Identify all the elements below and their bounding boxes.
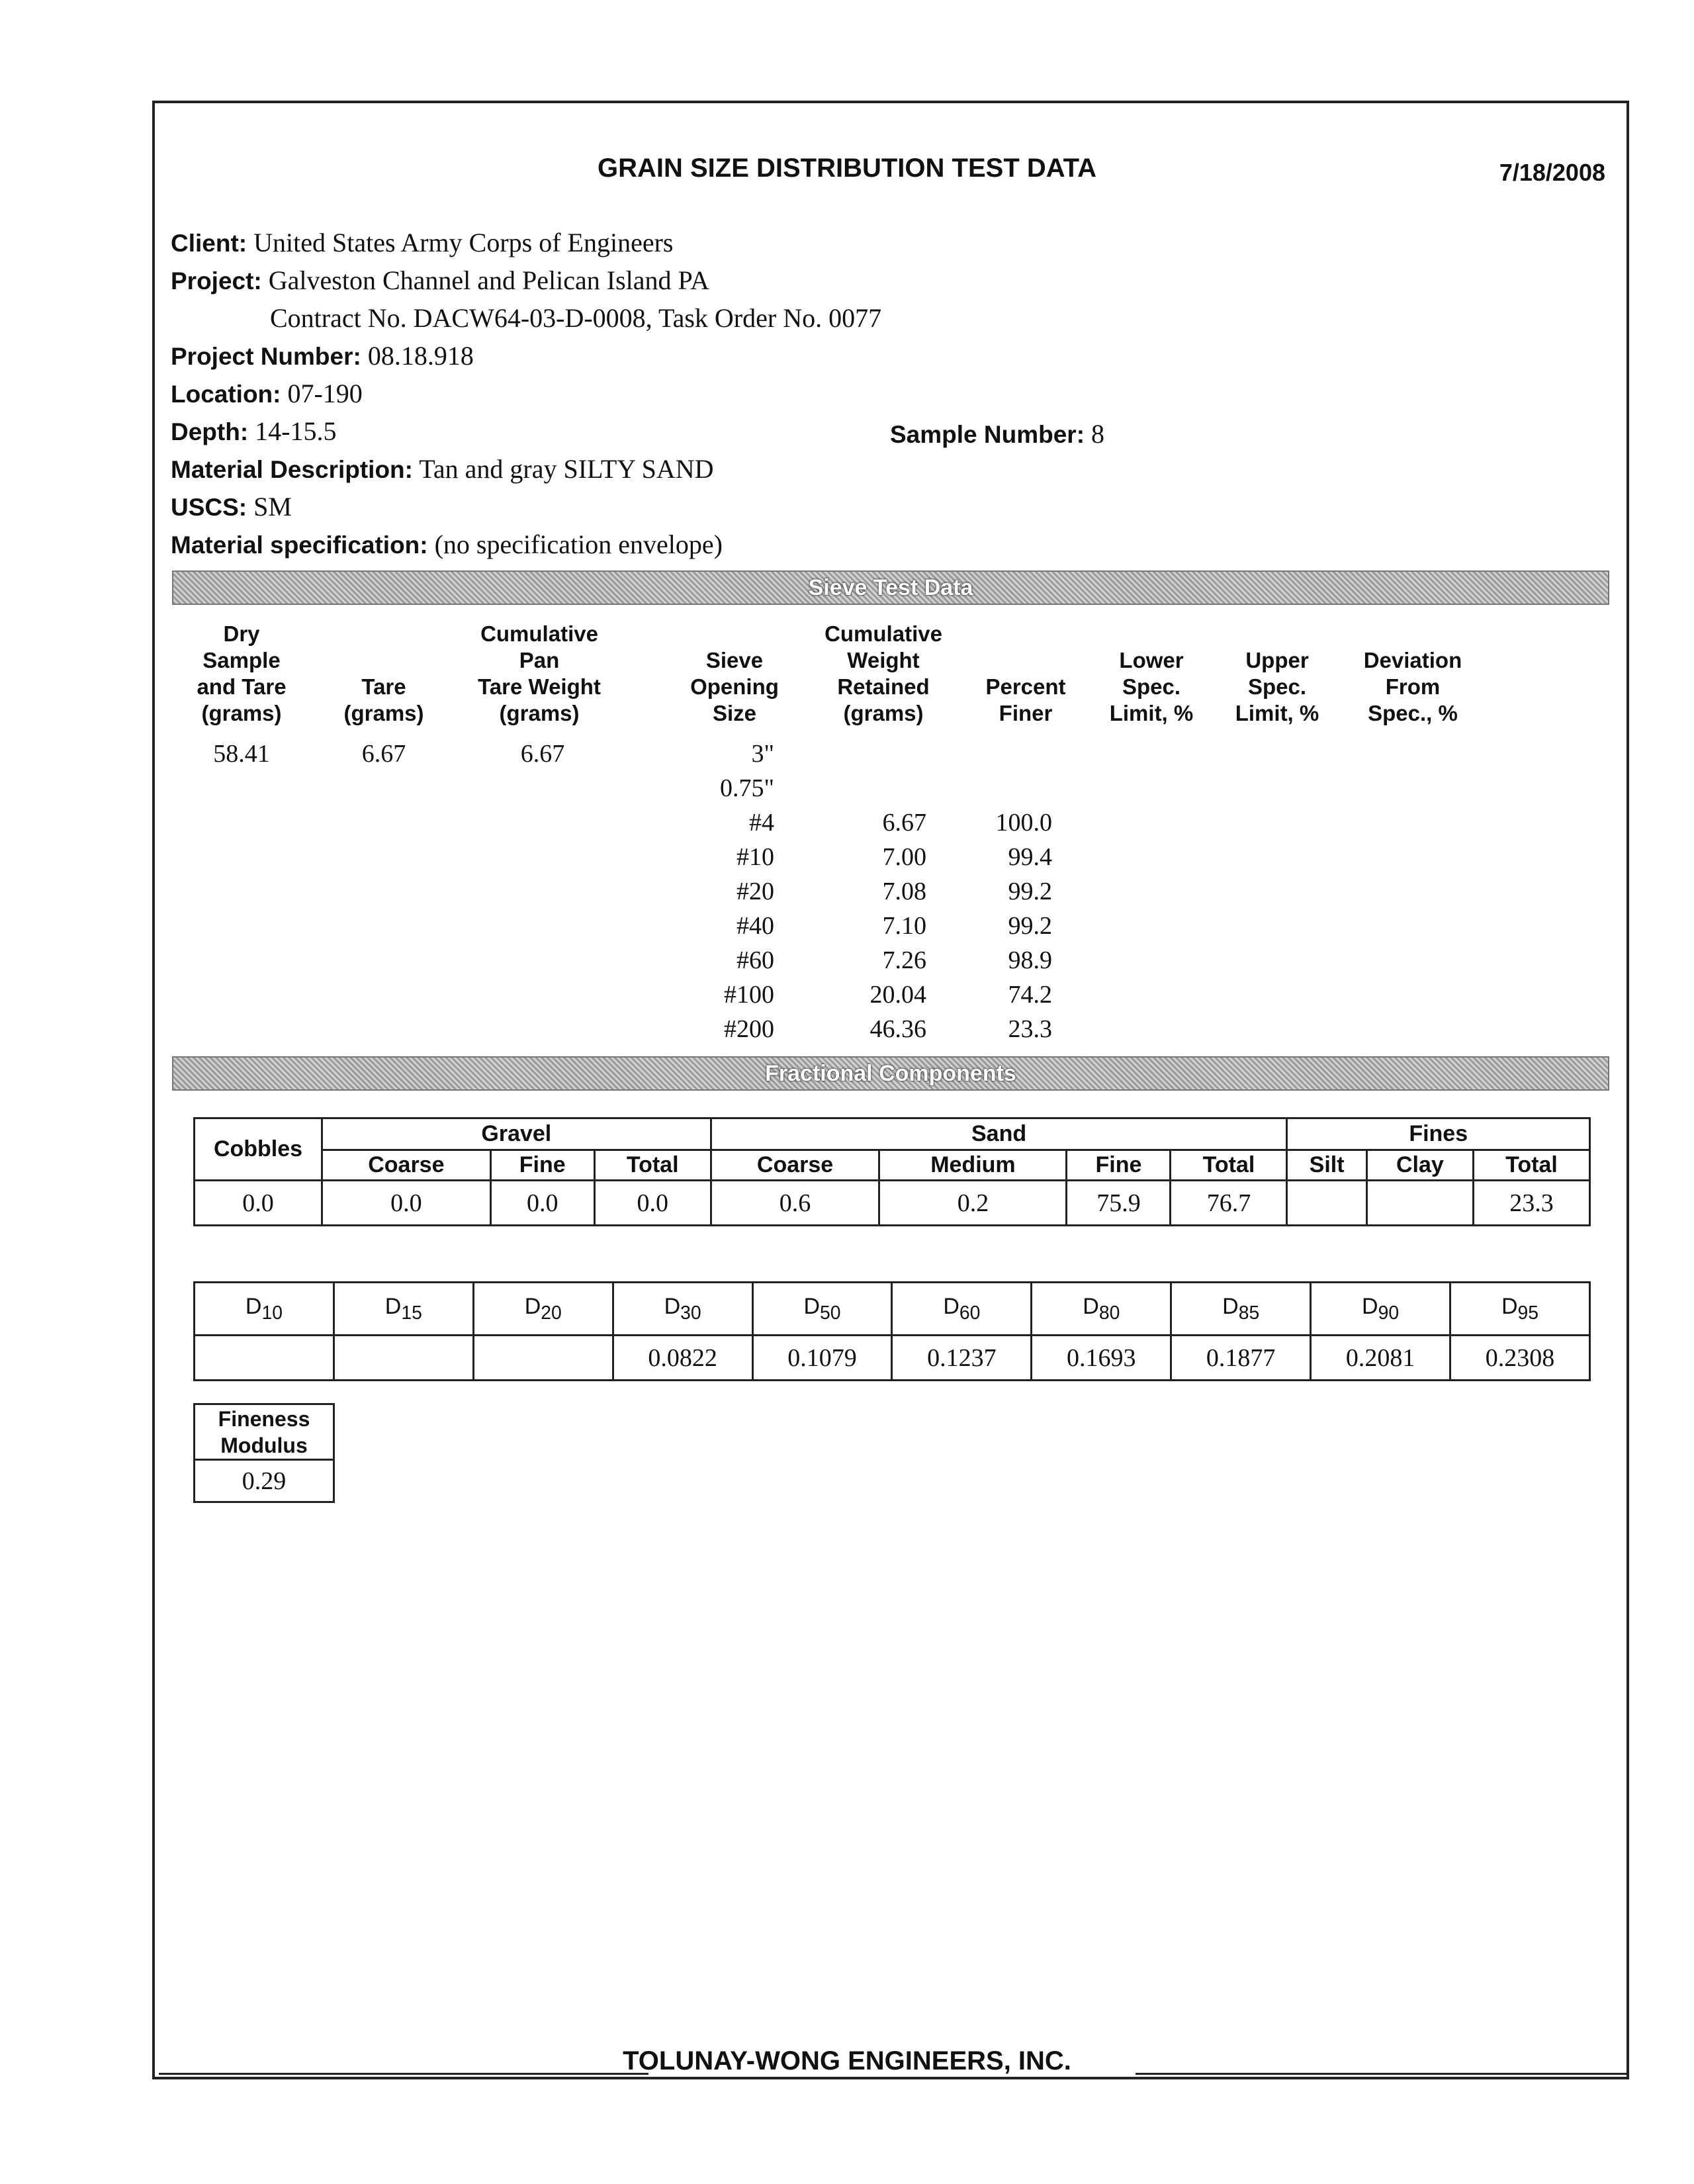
cumulative-retained: 20.04 [869,981,926,1009]
fines-silt-value [1287,1181,1366,1226]
sieve-size: #100 [724,981,774,1009]
sand-medium-header: Medium [879,1150,1067,1181]
project-number-line [171,340,474,371]
d15-value [334,1336,473,1381]
d15-header: $D_{15}$ [334,1283,473,1336]
cumulative-retained: 46.36 [869,1015,926,1043]
fractional-components-title: Fractional Components [765,1061,1016,1086]
fines-clay-value [1366,1181,1473,1226]
header-line: (grams) [343,701,424,725]
deviation-header [1350,647,1476,727]
header-line: Sieve [705,648,764,672]
sieve-size: 3" [751,740,774,768]
fines-total-value: 23.3 [1473,1181,1589,1226]
header-line: Finer [999,701,1053,725]
percent-finer: 99.4 [1008,843,1052,871]
cumulative-retained: 7.00 [882,843,926,871]
client-value: United States Army Corps of Engineers [253,228,674,257]
percent-finer: 100.0 [995,809,1052,837]
header-line: Sample [202,648,281,672]
header-line: Weight [847,648,920,672]
sieve-test-data-band [172,570,1609,605]
sample-number-line [890,418,1104,449]
report-date: 7/18/2008 [1499,159,1605,186]
header-line: Limit, % [1235,701,1319,725]
header-line: Opening [690,674,779,699]
header-line: (grams) [201,701,282,725]
pan-tare-header [463,621,615,727]
sieve-size: 0.75" [719,774,774,802]
client-label: Client: [171,230,247,257]
d85-value: 0.1877 [1171,1336,1311,1381]
sample-number-label: Sample Number: [890,421,1085,448]
client-line [171,227,673,258]
modulus-label-line: Modulus [220,1433,308,1457]
company-name: TOLUNAY-WONG ENGINEERS, INC. [623,2046,1071,2075]
d80-value: 0.1693 [1032,1336,1171,1381]
depth-label: Depth: [171,418,249,445]
cumulative-retained-header [814,621,953,727]
location-line [171,378,363,409]
project-line [171,265,709,296]
header-line: Tare Weight [478,674,601,699]
percent-finer: 74.2 [1008,981,1052,1009]
sieve-opening-header [682,647,787,727]
uscs-value: SM [253,492,292,522]
tare-header [337,674,430,727]
sand-coarse-header: Coarse [711,1150,879,1181]
fractional-components-table [193,1117,1591,1226]
header-line: Upper [1245,648,1309,672]
sieve-size: #4 [749,809,774,837]
d10-value [195,1336,334,1381]
header-line: Size [712,701,757,725]
location-value: 07-190 [287,379,363,408]
gravel-total-value: 0.0 [594,1181,711,1226]
depth-line [171,416,336,447]
d50-header: $D_{50}$ [752,1283,892,1336]
percent-finer-header [973,674,1079,727]
d30-value: 0.0822 [613,1336,752,1381]
header-line: Deviation [1363,648,1462,672]
cobbles-value: 0.0 [195,1181,322,1226]
uscs-label: USCS: [171,494,247,521]
sand-coarse-value: 0.6 [711,1181,879,1226]
d60-value: 0.1237 [892,1336,1032,1381]
d80-header: $D_{80}$ [1032,1283,1171,1336]
material-description-line [171,453,714,484]
uscs-line [171,491,292,522]
tare-value: 6.67 [361,740,406,768]
d90-header: $D_{90}$ [1311,1283,1450,1336]
sieve-size: #60 [736,946,774,974]
upper-spec-header [1224,647,1330,727]
gravel-coarse-value: 0.0 [322,1181,491,1226]
d10-header: $D_{10}$ [195,1283,334,1336]
material-spec-value: (no specification envelope) [434,529,723,559]
contract-line: Contract No. DACW64-03-D-0008, Task Order No. 0077 [270,303,882,333]
fineness-label-line: Fineness [218,1406,310,1431]
lower-spec-header [1098,647,1204,727]
d95-value: 0.2308 [1450,1336,1590,1381]
fines-header: Fines [1287,1118,1590,1150]
d60-header: $D_{60}$ [892,1283,1032,1336]
sand-total-header: Total [1171,1150,1287,1181]
d50-value: 0.1079 [752,1336,892,1381]
d85-header: $D_{85}$ [1171,1283,1311,1336]
material-description-value: Tan and gray SILTY SAND [419,454,714,484]
sand-medium-value: 0.2 [879,1181,1067,1226]
gravel-total-header: Total [594,1150,711,1181]
d20-header: $D_{20}$ [473,1283,613,1336]
sieve-size: #200 [724,1015,774,1043]
sand-fine-value: 75.9 [1067,1181,1171,1226]
header-line: Cumulative [825,621,942,646]
dry-sample-tare-value: 58.41 [213,740,270,768]
fineness-modulus-value: 0.29 [195,1460,334,1502]
header-line: Cumulative [480,621,598,646]
gravel-fine-header: Fine [490,1150,594,1181]
material-description-label: Material Description: [171,456,413,483]
sieve-size: #10 [736,843,774,871]
header-line: Spec., % [1368,701,1458,725]
project-number-label: Project Number: [171,343,361,370]
material-spec-line [171,529,723,560]
header-line: Tare [361,674,406,699]
project-number-value: 08.18.918 [367,341,474,371]
header-line: Pan [519,648,560,672]
gravel-fine-value: 0.0 [490,1181,594,1226]
cobbles-header: Cobbles [195,1118,322,1181]
fines-silt-header: Silt [1287,1150,1366,1181]
header-line: (grams) [843,701,924,725]
header-line: Percent [985,674,1066,699]
header-line: From [1385,674,1441,699]
sieve-size: #20 [736,878,774,905]
header-line: Limit, % [1109,701,1194,725]
gravel-coarse-header: Coarse [322,1150,491,1181]
dry-sample-header [192,621,291,727]
depth-value: 14-15.5 [255,416,337,446]
sand-total-value: 76.7 [1171,1181,1287,1226]
fines-clay-header: Clay [1366,1150,1473,1181]
report-title: GRAIN SIZE DISTRIBUTION TEST DATA [597,154,1097,183]
fines-total-header: Total [1473,1150,1589,1181]
header-line: Spec. [1122,674,1181,699]
pan-tare-weight-value: 6.67 [520,740,565,768]
d90-value: 0.2081 [1311,1336,1450,1381]
percent-finer: 23.3 [1008,1015,1052,1043]
cumulative-retained: 7.08 [882,878,926,905]
sieve-size: #40 [736,912,774,940]
d20-value [473,1336,613,1381]
project-value: Galveston Channel and Pelican Island PA [268,265,709,295]
percent-finer: 99.2 [1008,878,1052,905]
gravel-header: Gravel [322,1118,711,1150]
header-line: Dry [223,621,260,646]
header-line: Retained [837,674,930,699]
cumulative-retained: 7.10 [882,912,926,940]
d95-header: $D_{95}$ [1450,1283,1590,1336]
fineness-modulus-header [195,1404,334,1460]
d30-header: $D_{30}$ [613,1283,752,1336]
sand-header: Sand [711,1118,1287,1150]
header-line: Lower [1119,648,1184,672]
cumulative-retained: 7.26 [882,946,926,974]
material-spec-label: Material specification: [171,531,428,559]
cumulative-retained: 6.67 [882,809,926,837]
d-values-table [193,1281,1591,1381]
project-label: Project: [171,267,262,295]
percent-finer: 98.9 [1008,946,1052,974]
header-line: and Tare [197,674,287,699]
sand-fine-header: Fine [1067,1150,1171,1181]
percent-finer: 99.2 [1008,912,1052,940]
fractional-components-band [172,1056,1609,1091]
sample-number-value: 8 [1091,419,1105,449]
header-line: (grams) [499,701,580,725]
header-line: Spec. [1247,674,1307,699]
location-label: Location: [171,381,281,408]
fineness-modulus-table [193,1403,335,1503]
sieve-test-data-title: Sieve Test Data [808,575,973,600]
